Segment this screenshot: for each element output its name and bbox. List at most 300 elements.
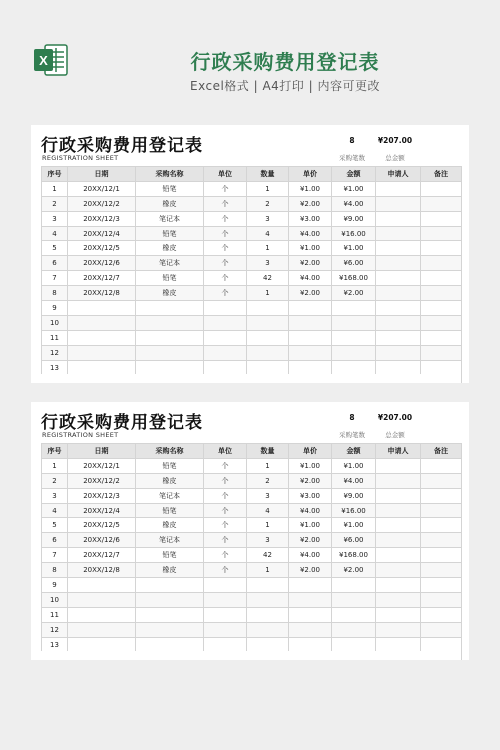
table-row — [42, 241, 462, 256]
cell-seq: 2 — [42, 473, 68, 488]
cell-date: 20XX/12/6 — [68, 533, 136, 548]
sheet-bottom-edge — [41, 651, 461, 660]
cell-seq: 7 — [42, 271, 68, 286]
cell-item: 橡皮 — [136, 563, 204, 578]
cell-qty: 1 — [247, 563, 289, 578]
cell-amount: ¥168.00 — [332, 548, 376, 563]
purchase-count-value: 8 — [349, 413, 355, 422]
table-row — [42, 518, 462, 533]
cell-price: ¥4.00 — [289, 548, 332, 563]
cell-applicant — [376, 488, 421, 503]
cell-qty: 1 — [247, 241, 289, 256]
col-header-applicant: 申请人 — [376, 167, 421, 182]
cell-price: ¥1.00 — [289, 181, 332, 196]
cell-price: ¥2.00 — [289, 563, 332, 578]
cell-date: 20XX/12/5 — [68, 518, 136, 533]
cell-qty: 1 — [247, 518, 289, 533]
cell-date — [68, 592, 136, 607]
table-row — [42, 637, 462, 652]
cell-amount — [332, 315, 376, 330]
cell-price: ¥1.00 — [289, 241, 332, 256]
cell-date: 20XX/12/8 — [68, 286, 136, 301]
cell-date — [68, 301, 136, 316]
registration-sheet-2 — [31, 402, 469, 660]
cell-item — [136, 578, 204, 593]
cell-amount: ¥4.00 — [332, 196, 376, 211]
cell-unit: 个 — [204, 181, 247, 196]
col-header-qty: 数量 — [247, 444, 289, 459]
cell-amount — [332, 637, 376, 652]
table-row — [42, 271, 462, 286]
cell-qty — [247, 301, 289, 316]
cell-applicant — [376, 211, 421, 226]
cell-date: 20XX/12/2 — [68, 196, 136, 211]
cell-unit: 个 — [204, 518, 247, 533]
cell-qty: 4 — [247, 503, 289, 518]
cell-amount: ¥1.00 — [332, 181, 376, 196]
cell-unit — [204, 315, 247, 330]
col-header-applicant: 申请人 — [376, 444, 421, 459]
cell-seq: 10 — [42, 592, 68, 607]
cell-seq: 7 — [42, 548, 68, 563]
cell-price — [289, 315, 332, 330]
cell-remark — [421, 226, 462, 241]
table-row — [42, 315, 462, 330]
expense-table — [41, 166, 462, 383]
cell-qty: 42 — [247, 271, 289, 286]
cell-applicant — [376, 637, 421, 652]
cell-unit: 个 — [204, 226, 247, 241]
cell-amount: ¥9.00 — [332, 488, 376, 503]
cell-item: 橡皮 — [136, 473, 204, 488]
cell-amount: ¥2.00 — [332, 286, 376, 301]
cell-amount: ¥9.00 — [332, 211, 376, 226]
cell-amount: ¥16.00 — [332, 503, 376, 518]
cell-price: ¥2.00 — [289, 286, 332, 301]
cell-price — [289, 330, 332, 345]
col-header-date: 日期 — [68, 167, 136, 182]
cell-unit: 个 — [204, 271, 247, 286]
cell-item — [136, 360, 204, 375]
cell-unit: 个 — [204, 548, 247, 563]
cell-date: 20XX/12/2 — [68, 473, 136, 488]
cell-seq: 11 — [42, 330, 68, 345]
cell-seq: 12 — [42, 622, 68, 637]
cell-item: 铅笔 — [136, 271, 204, 286]
cell-qty — [247, 578, 289, 593]
col-header-qty: 数量 — [247, 167, 289, 182]
cell-seq: 1 — [42, 181, 68, 196]
cell-applicant — [376, 241, 421, 256]
cell-remark — [421, 256, 462, 271]
cell-item: 橡皮 — [136, 286, 204, 301]
cell-amount — [332, 301, 376, 316]
cell-seq: 6 — [42, 533, 68, 548]
cell-seq: 11 — [42, 607, 68, 622]
cell-remark — [421, 345, 462, 360]
cell-amount — [332, 607, 376, 622]
cell-amount: ¥1.00 — [332, 518, 376, 533]
cell-unit — [204, 622, 247, 637]
cell-remark — [421, 592, 462, 607]
cell-unit — [204, 592, 247, 607]
table-row — [42, 563, 462, 578]
cell-qty: 3 — [247, 488, 289, 503]
cell-remark — [421, 488, 462, 503]
cell-seq: 8 — [42, 286, 68, 301]
cell-item — [136, 315, 204, 330]
cell-amount — [332, 592, 376, 607]
col-header-seq: 序号 — [42, 167, 68, 182]
cell-qty — [247, 315, 289, 330]
cell-applicant — [376, 622, 421, 637]
cell-remark — [421, 181, 462, 196]
cell-applicant — [376, 563, 421, 578]
cell-unit — [204, 330, 247, 345]
cell-amount: ¥1.00 — [332, 241, 376, 256]
table-row — [42, 181, 462, 196]
sheet-title: 行政采购费用登记表 — [41, 136, 203, 156]
cell-qty — [247, 330, 289, 345]
cell-remark — [421, 518, 462, 533]
cell-seq: 9 — [42, 301, 68, 316]
table-row — [42, 533, 462, 548]
cell-amount — [332, 578, 376, 593]
cell-amount — [332, 360, 376, 375]
cell-remark — [421, 563, 462, 578]
cell-applicant — [376, 578, 421, 593]
cell-item — [136, 345, 204, 360]
cell-applicant — [376, 607, 421, 622]
cell-item — [136, 622, 204, 637]
cell-remark — [421, 271, 462, 286]
cell-date: 20XX/12/6 — [68, 256, 136, 271]
table-row — [42, 286, 462, 301]
cell-date: 20XX/12/4 — [68, 503, 136, 518]
cell-seq: 5 — [42, 241, 68, 256]
cell-item: 铅笔 — [136, 503, 204, 518]
cell-remark — [421, 301, 462, 316]
cell-remark — [421, 637, 462, 652]
cell-seq: 5 — [42, 518, 68, 533]
expense-table — [41, 443, 462, 660]
cell-seq: 13 — [42, 360, 68, 375]
table-row — [42, 211, 462, 226]
table-row — [42, 226, 462, 241]
cell-price — [289, 607, 332, 622]
cell-date: 20XX/12/5 — [68, 241, 136, 256]
cell-price — [289, 301, 332, 316]
table-header-row — [42, 167, 462, 182]
cell-qty: 1 — [247, 181, 289, 196]
cell-price: ¥2.00 — [289, 533, 332, 548]
col-header-remark: 备注 — [421, 444, 462, 459]
cell-applicant — [376, 315, 421, 330]
cell-unit: 个 — [204, 196, 247, 211]
cell-unit: 个 — [204, 458, 247, 473]
cell-date — [68, 578, 136, 593]
cell-applicant — [376, 226, 421, 241]
total-amount-value: ¥207.00 — [377, 136, 413, 145]
cell-price: ¥1.00 — [289, 518, 332, 533]
table-row — [42, 548, 462, 563]
cell-price: ¥4.00 — [289, 271, 332, 286]
cell-qty: 3 — [247, 533, 289, 548]
cell-item — [136, 330, 204, 345]
table-row — [42, 503, 462, 518]
cell-applicant — [376, 473, 421, 488]
cell-remark — [421, 360, 462, 375]
cell-seq: 13 — [42, 637, 68, 652]
purchase-count-value: 8 — [349, 136, 355, 145]
cell-qty — [247, 360, 289, 375]
cell-applicant — [376, 330, 421, 345]
cell-seq: 1 — [42, 458, 68, 473]
cell-qty: 3 — [247, 211, 289, 226]
cell-unit — [204, 360, 247, 375]
cell-applicant — [376, 345, 421, 360]
cell-amount — [332, 330, 376, 345]
cell-qty — [247, 622, 289, 637]
cell-seq: 6 — [42, 256, 68, 271]
cell-unit: 个 — [204, 473, 247, 488]
cell-date — [68, 330, 136, 345]
cell-amount: ¥6.00 — [332, 533, 376, 548]
cell-seq: 3 — [42, 211, 68, 226]
cell-item: 铅笔 — [136, 181, 204, 196]
cell-seq: 8 — [42, 563, 68, 578]
cell-unit: 个 — [204, 488, 247, 503]
cell-date — [68, 315, 136, 330]
cell-applicant — [376, 458, 421, 473]
col-header-price: 单价 — [289, 167, 332, 182]
table-row — [42, 592, 462, 607]
cell-remark — [421, 211, 462, 226]
table-row — [42, 330, 462, 345]
table-row — [42, 256, 462, 271]
cell-price — [289, 622, 332, 637]
cell-unit — [204, 301, 247, 316]
cell-date — [68, 360, 136, 375]
sheet-title: 行政采购费用登记表 — [41, 413, 203, 433]
cell-date — [68, 622, 136, 637]
cell-item: 橡皮 — [136, 518, 204, 533]
cell-date — [68, 607, 136, 622]
cell-unit — [204, 345, 247, 360]
excel-icon-letter: X — [39, 53, 48, 68]
cell-qty: 2 — [247, 473, 289, 488]
table-row — [42, 345, 462, 360]
total-amount-label: 总金额 — [385, 431, 405, 439]
cell-price — [289, 592, 332, 607]
cell-applicant — [376, 256, 421, 271]
cell-qty — [247, 607, 289, 622]
cell-date: 20XX/12/3 — [68, 488, 136, 503]
cell-item — [136, 301, 204, 316]
sheet-bottom-edge — [41, 374, 461, 383]
cell-seq: 3 — [42, 488, 68, 503]
excel-icon — [33, 43, 69, 77]
table-row — [42, 473, 462, 488]
cell-qty — [247, 592, 289, 607]
col-header-price: 单价 — [289, 444, 332, 459]
cell-price: ¥2.00 — [289, 473, 332, 488]
cell-remark — [421, 622, 462, 637]
cell-date: 20XX/12/3 — [68, 211, 136, 226]
cell-unit: 个 — [204, 256, 247, 271]
sheet-subtitle: REGISTRATION SHEET — [42, 431, 119, 439]
cell-applicant — [376, 181, 421, 196]
cell-seq: 12 — [42, 345, 68, 360]
cell-qty: 2 — [247, 196, 289, 211]
cell-unit — [204, 578, 247, 593]
cell-applicant — [376, 301, 421, 316]
col-header-item: 采购名称 — [136, 444, 204, 459]
cell-date — [68, 637, 136, 652]
cell-price — [289, 578, 332, 593]
table-row — [42, 622, 462, 637]
cell-item — [136, 637, 204, 652]
cell-price: ¥2.00 — [289, 256, 332, 271]
table-row — [42, 578, 462, 593]
cell-amount: ¥16.00 — [332, 226, 376, 241]
col-header-date: 日期 — [68, 444, 136, 459]
cell-remark — [421, 503, 462, 518]
cell-applicant — [376, 271, 421, 286]
cell-unit: 个 — [204, 211, 247, 226]
cell-remark — [421, 473, 462, 488]
table-row — [42, 458, 462, 473]
cell-qty — [247, 637, 289, 652]
table-row — [42, 301, 462, 316]
cell-applicant — [376, 533, 421, 548]
col-header-remark: 备注 — [421, 167, 462, 182]
cell-item: 橡皮 — [136, 241, 204, 256]
col-header-unit: 单位 — [204, 167, 247, 182]
cell-amount: ¥168.00 — [332, 271, 376, 286]
cell-date: 20XX/12/1 — [68, 181, 136, 196]
table-row — [42, 196, 462, 211]
cell-unit: 个 — [204, 241, 247, 256]
cell-date: 20XX/12/4 — [68, 226, 136, 241]
cell-applicant — [376, 518, 421, 533]
cell-seq: 9 — [42, 578, 68, 593]
cell-item: 橡皮 — [136, 196, 204, 211]
cell-date: 20XX/12/8 — [68, 563, 136, 578]
cell-qty: 4 — [247, 226, 289, 241]
cell-applicant — [376, 592, 421, 607]
col-header-item: 采购名称 — [136, 167, 204, 182]
cell-applicant — [376, 548, 421, 563]
cell-seq: 4 — [42, 226, 68, 241]
page-subtitle: Excel格式 | A4打印 | 内容可更改 — [190, 79, 380, 93]
col-header-amount: 金额 — [332, 444, 376, 459]
cell-date — [68, 345, 136, 360]
cell-item — [136, 592, 204, 607]
cell-unit: 个 — [204, 503, 247, 518]
cell-item: 铅笔 — [136, 548, 204, 563]
table-header-row — [42, 444, 462, 459]
cell-qty: 1 — [247, 286, 289, 301]
purchase-count-label: 采购笔数 — [339, 431, 365, 439]
cell-amount — [332, 345, 376, 360]
cell-item: 铅笔 — [136, 226, 204, 241]
cell-amount: ¥2.00 — [332, 563, 376, 578]
cell-price — [289, 360, 332, 375]
table-row — [42, 488, 462, 503]
cell-price: ¥4.00 — [289, 226, 332, 241]
table-row — [42, 360, 462, 375]
cell-qty: 3 — [247, 256, 289, 271]
cell-applicant — [376, 286, 421, 301]
cell-date: 20XX/12/7 — [68, 548, 136, 563]
registration-sheet-1 — [31, 125, 469, 383]
cell-unit: 个 — [204, 286, 247, 301]
cell-applicant — [376, 196, 421, 211]
cell-applicant — [376, 360, 421, 375]
page-header — [0, 0, 500, 110]
cell-price: ¥4.00 — [289, 503, 332, 518]
cell-seq: 2 — [42, 196, 68, 211]
cell-price — [289, 637, 332, 652]
cell-remark — [421, 578, 462, 593]
cell-price: ¥2.00 — [289, 196, 332, 211]
cell-unit: 个 — [204, 533, 247, 548]
cell-applicant — [376, 503, 421, 518]
cell-item: 笔记本 — [136, 488, 204, 503]
cell-remark — [421, 286, 462, 301]
cell-remark — [421, 241, 462, 256]
cell-remark — [421, 330, 462, 345]
cell-remark — [421, 458, 462, 473]
cell-amount: ¥1.00 — [332, 458, 376, 473]
cell-price: ¥3.00 — [289, 211, 332, 226]
cell-remark — [421, 315, 462, 330]
cell-price — [289, 345, 332, 360]
cell-remark — [421, 548, 462, 563]
col-header-unit: 单位 — [204, 444, 247, 459]
cell-qty — [247, 345, 289, 360]
cell-price: ¥1.00 — [289, 458, 332, 473]
cell-unit — [204, 607, 247, 622]
table-row — [42, 607, 462, 622]
cell-item: 铅笔 — [136, 458, 204, 473]
cell-remark — [421, 607, 462, 622]
cell-item — [136, 607, 204, 622]
page-title: 行政采购费用登记表 — [190, 50, 380, 74]
cell-qty: 1 — [247, 458, 289, 473]
cell-date: 20XX/12/7 — [68, 271, 136, 286]
cell-amount: ¥4.00 — [332, 473, 376, 488]
total-amount-label: 总金额 — [385, 154, 405, 162]
col-header-seq: 序号 — [42, 444, 68, 459]
cell-item: 笔记本 — [136, 256, 204, 271]
cell-remark — [421, 533, 462, 548]
cell-unit: 个 — [204, 563, 247, 578]
sheet-subtitle: REGISTRATION SHEET — [42, 154, 119, 162]
cell-item: 笔记本 — [136, 533, 204, 548]
cell-remark — [421, 196, 462, 211]
cell-date: 20XX/12/1 — [68, 458, 136, 473]
cell-price: ¥3.00 — [289, 488, 332, 503]
cell-amount — [332, 622, 376, 637]
cell-seq: 10 — [42, 315, 68, 330]
cell-amount: ¥6.00 — [332, 256, 376, 271]
cell-item: 笔记本 — [136, 211, 204, 226]
cell-unit — [204, 637, 247, 652]
cell-qty: 42 — [247, 548, 289, 563]
purchase-count-label: 采购笔数 — [339, 154, 365, 162]
